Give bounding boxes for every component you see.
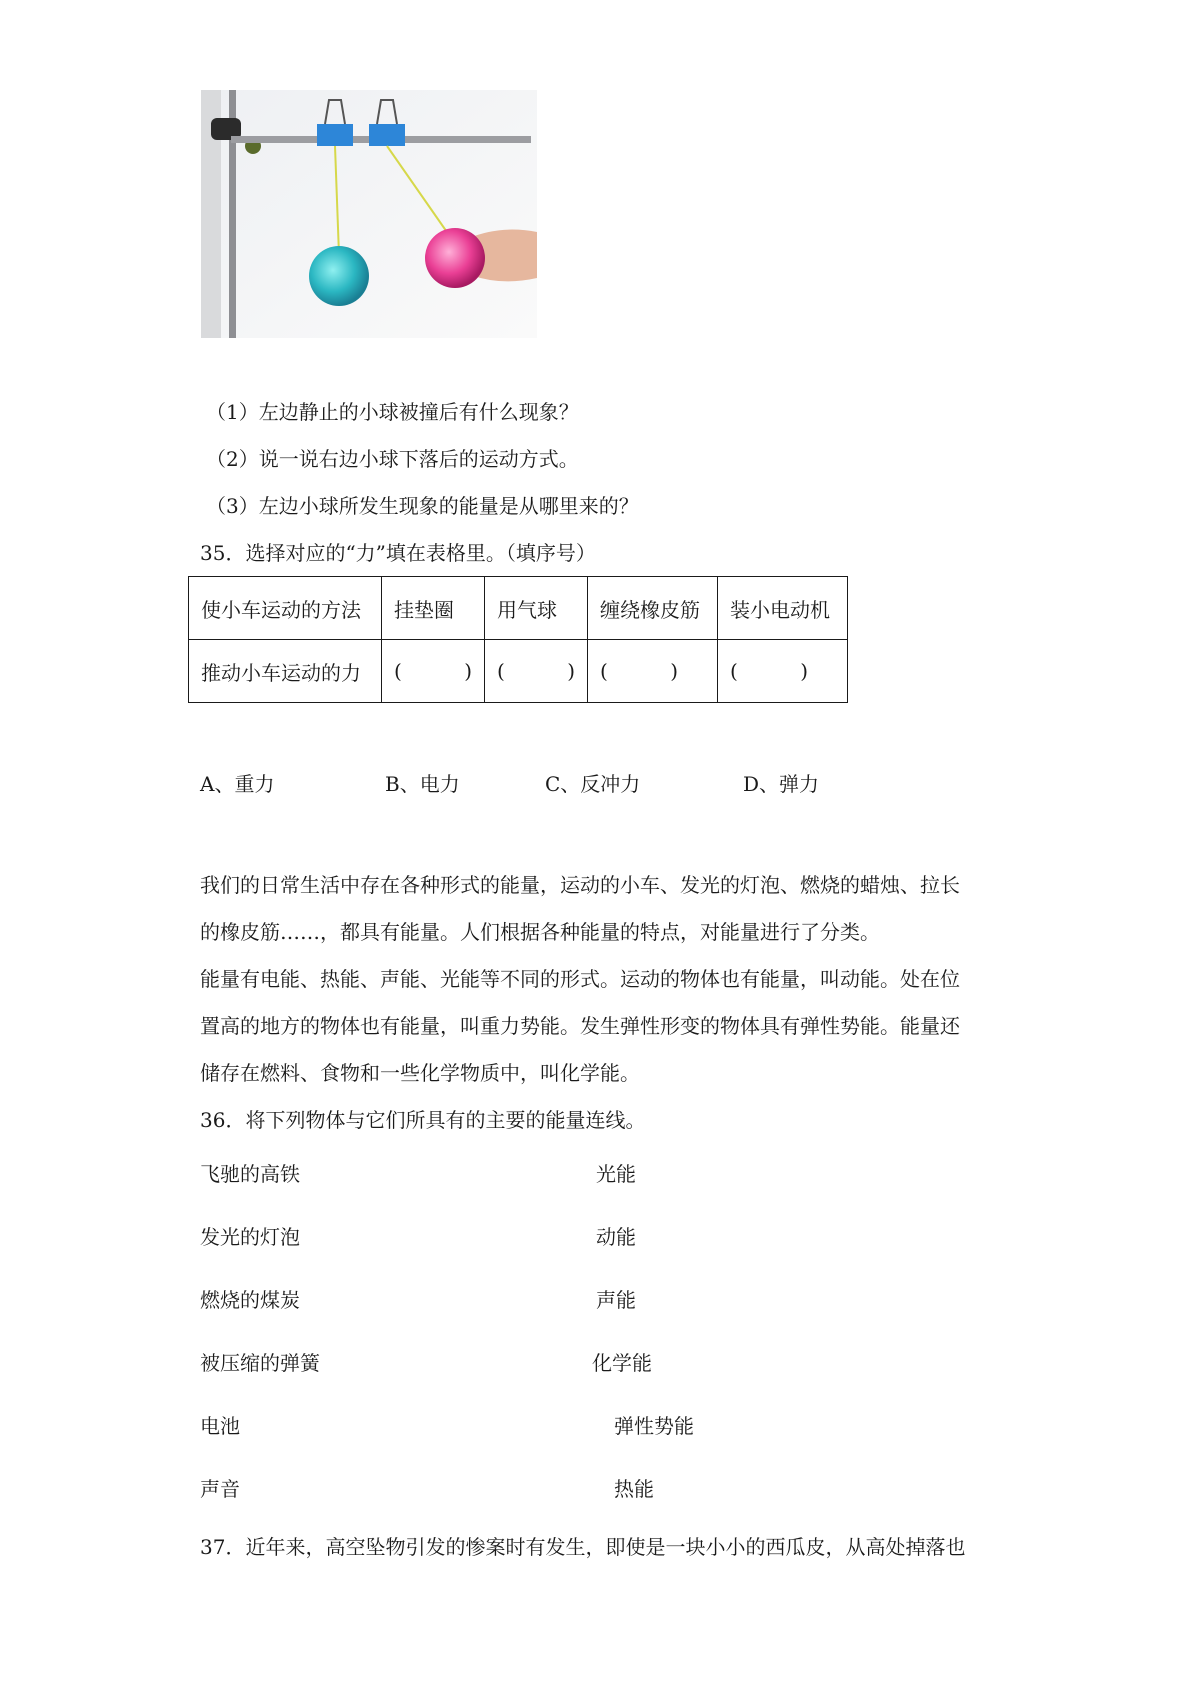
table-cell-rubber-band: 缠绕橡皮筋: [588, 577, 718, 640]
match-right-item[interactable]: 弹性势能: [614, 1414, 694, 1438]
match-right-item[interactable]: 热能: [614, 1477, 654, 1501]
sub-question-3: （3）左边小球所发生现象的能量是从哪里来的？: [206, 494, 639, 518]
match-left-item[interactable]: 飞驰的高铁: [200, 1162, 300, 1186]
match-right-item[interactable]: 光能: [596, 1162, 636, 1186]
match-left-item[interactable]: 声音: [200, 1477, 240, 1501]
match-left-item[interactable]: 被压缩的弹簧: [200, 1351, 320, 1375]
pendulum-photo: [201, 90, 537, 338]
reading-p1-line2: 的橡皮筋……，都具有能量。人们根据各种能量的特点，对能量进行了分类。: [200, 920, 880, 944]
match-right-item[interactable]: 声能: [596, 1288, 636, 1312]
table-header-method: 使小车运动的方法: [189, 577, 382, 640]
match-left-item[interactable]: 燃烧的煤炭: [200, 1288, 300, 1312]
table-cell-motor: 装小电动机: [718, 577, 848, 640]
answer-blank-4[interactable]: ( ): [718, 640, 848, 703]
option-c: C、反冲力: [545, 772, 641, 796]
match-right-item[interactable]: 化学能: [592, 1351, 652, 1375]
reading-p1-line1: 我们的日常生活中存在各种形式的能量，运动的小车、发光的灯泡、燃烧的蜡烛、拉长: [200, 873, 960, 897]
table-cell-balloon: 用气球: [485, 577, 588, 640]
match-right-item[interactable]: 动能: [596, 1225, 636, 1249]
question-35-prompt: 35．选择对应的“力”填在表格里。（填序号）: [200, 541, 596, 565]
match-left-item[interactable]: 发光的灯泡: [200, 1225, 300, 1249]
table-cell-washer: 挂垫圈: [382, 577, 485, 640]
reading-p2-line3: 储存在燃料、食物和一些化学物质中，叫化学能。: [200, 1061, 640, 1085]
table-row: [189, 577, 848, 640]
question-37-prompt: 37．近年来，高空坠物引发的惨案时有发生，即使是一块小小的西瓜皮，从高处掉落也: [200, 1535, 966, 1559]
answer-blank-1[interactable]: ( ): [382, 640, 485, 703]
option-b: B、电力: [385, 772, 460, 796]
force-table: [188, 576, 848, 703]
reading-p2-line1: 能量有电能、热能、声能、光能等不同的形式。运动的物体也有能量，叫动能。处在位: [200, 967, 960, 991]
option-a: A、重力: [200, 772, 275, 796]
question-36-prompt: 36．将下列物体与它们所具有的主要的能量连线。: [200, 1108, 646, 1132]
answer-blank-2[interactable]: ( ): [485, 640, 588, 703]
option-d: D、弹力: [743, 772, 820, 796]
reading-p2-line2: 置高的地方的物体也有能量，叫重力势能。发生弹性形变的物体具有弹性势能。能量还: [200, 1014, 960, 1038]
sub-question-1: （1）左边静止的小球被撞后有什么现象？: [206, 400, 579, 424]
answer-blank-3[interactable]: ( ): [588, 640, 718, 703]
table-header-force: 推动小车运动的力: [189, 640, 382, 703]
sub-question-2: （2）说一说右边小球下落后的运动方式。: [206, 447, 579, 471]
match-left-item[interactable]: 电池: [200, 1414, 240, 1438]
table-row: [189, 640, 848, 703]
